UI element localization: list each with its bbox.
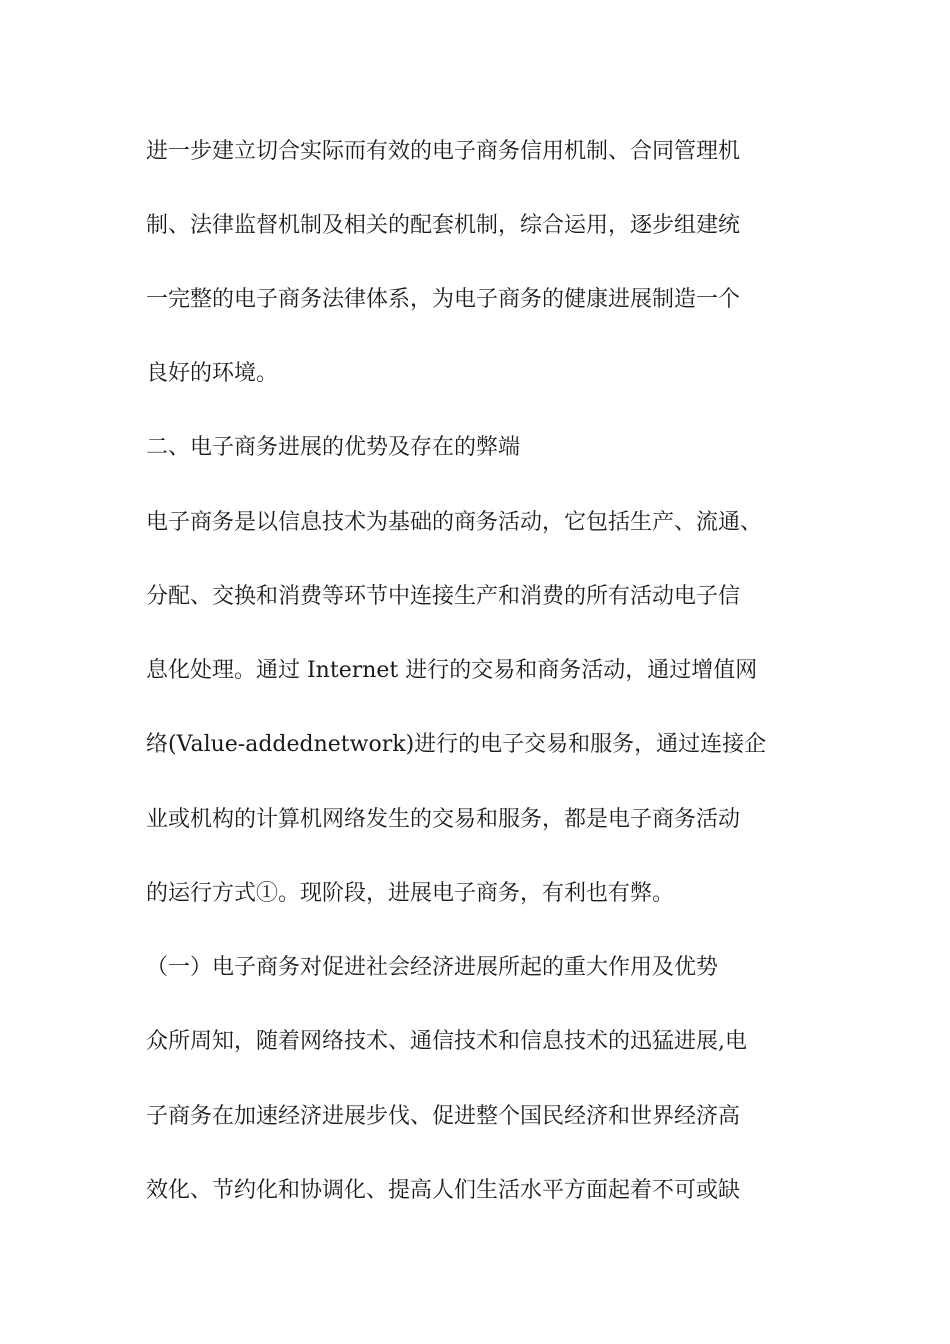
paragraph-line: 电子商务是以信息技术为基础的商务活动，它包括生产、流通、 xyxy=(146,510,763,535)
paragraph-line: 众所周知，随着网络技术、通信技术和信息技术的迅猛进展,电 xyxy=(146,1029,747,1054)
paragraph-line: 进一步建立切合实际而有效的电子商务信用机制、合同管理机 xyxy=(146,139,741,164)
paragraph-line: 分配、交换和消费等环节中连接生产和消费的所有活动电子信 xyxy=(146,584,741,609)
paragraph-line: 业或机构的计算机网络发生的交易和服务，都是电子商务活动 xyxy=(146,807,741,832)
paragraph-line: 的运行方式①。现阶段，进展电子商务，有利也有弊。 xyxy=(146,881,675,906)
paragraph-line: 良好的环境。 xyxy=(146,361,279,386)
paragraph-line: 制、法律监督机制及相关的配套机制，综合运用，逐步组建统 xyxy=(146,213,741,238)
section-heading: 二、电子商务进展的优势及存在的弊端 xyxy=(146,435,521,460)
paragraph-line: 一完整的电子商务法律体系，为电子商务的健康进展制造一个 xyxy=(146,287,741,312)
paragraph-line: 效化、节约化和协调化、提高人们生活水平方面起着不可或缺 xyxy=(146,1178,741,1203)
subsection-heading: （一）电子商务对促进社会经济进展所起的重大作用及优势 xyxy=(146,955,719,980)
paragraph-line: 子商务在加速经济进展步伐、促进整个国民经济和世界经济高 xyxy=(146,1104,741,1129)
paragraph-line: 络(Value-addednetwork)进行的电子交易和服务，通过连接企 xyxy=(146,732,767,757)
paragraph-line: 息化处理。通过 Internet 进行的交易和商务活动，通过增值网 xyxy=(146,658,758,683)
